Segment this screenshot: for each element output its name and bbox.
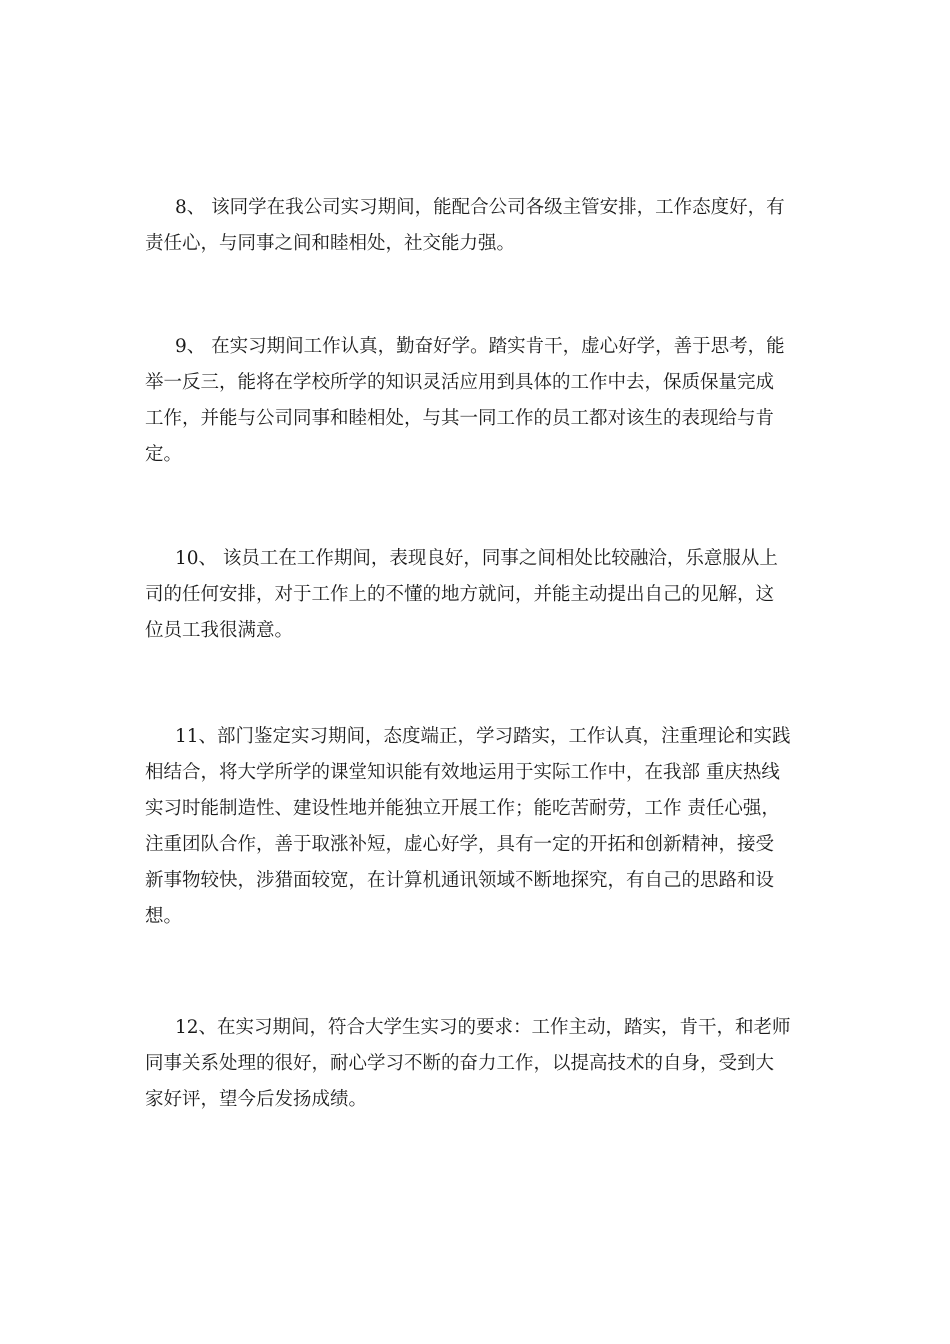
paragraph-11 (145, 719, 815, 935)
paragraph-line: 实习时能制造性、建设性地并能独立开展工作；能吃苦耐劳，工作 责任心强， (145, 798, 780, 819)
paragraph-line: 位员工我很满意。 (145, 620, 294, 641)
paragraph-line: 相结合，将大学所学的课堂知识能有效地运用于实际工作中，在我部 重庆热线 (145, 762, 780, 783)
paragraph-line: 11、部门鉴定实习期间，态度端正，学习踏实，工作认真，注重理论和实践 (175, 726, 791, 747)
paragraph-line: 责任心，与同事之间和睦相处，社交能力强。 (145, 233, 516, 254)
paragraph-9 (145, 329, 815, 473)
paragraph-line: 举一反三，能将在学校所学的知识灵活应用到具体的工作中去，保质保量完成 (145, 372, 775, 393)
paragraph-8 (145, 190, 815, 262)
paragraph-line: 家好评，望今后发扬成绩。 (145, 1089, 368, 1110)
paragraph-10 (145, 541, 815, 649)
paragraph-line: 12、在实习期间，符合大学生实习的要求：工作主动，踏实，肯干，和老师 (175, 1017, 791, 1038)
paragraph-line: 注重团队合作，善于取涨补短，虚心好学，具有一定的开拓和创新精神，接受 (145, 834, 775, 855)
paragraph-line: 同事关系处理的很好，耐心学习不断的奋力工作，以提高技术的自身，受到大 (145, 1053, 775, 1074)
paragraph-12 (145, 1010, 815, 1118)
paragraph-line: 定。 (145, 444, 183, 465)
paragraph-line: 9、 在实习期间工作认真，勤奋好学。踏实肯干，虚心好学，善于思考，能 (175, 336, 785, 357)
paragraph-line: 想。 (145, 906, 183, 927)
paragraph-line: 司的任何安排，对于工作上的不懂的地方就问，并能主动提出自己的见解，这 (145, 584, 775, 605)
paragraph-line: 新事物较快，涉猎面较宽，在计算机通讯领域不断地探究，有自己的思路和设 (145, 870, 775, 891)
paragraph-line: 10、 该员工在工作期间，表现良好，同事之间相处比较融洽，乐意服从上 (175, 548, 778, 569)
paragraph-line: 工作，并能与公司同事和睦相处，与其一同工作的员工都对该生的表现给与肯 (145, 408, 775, 429)
paragraph-line: 8、 该同学在我公司实习期间，能配合公司各级主管安排，工作态度好，有 (175, 197, 785, 218)
